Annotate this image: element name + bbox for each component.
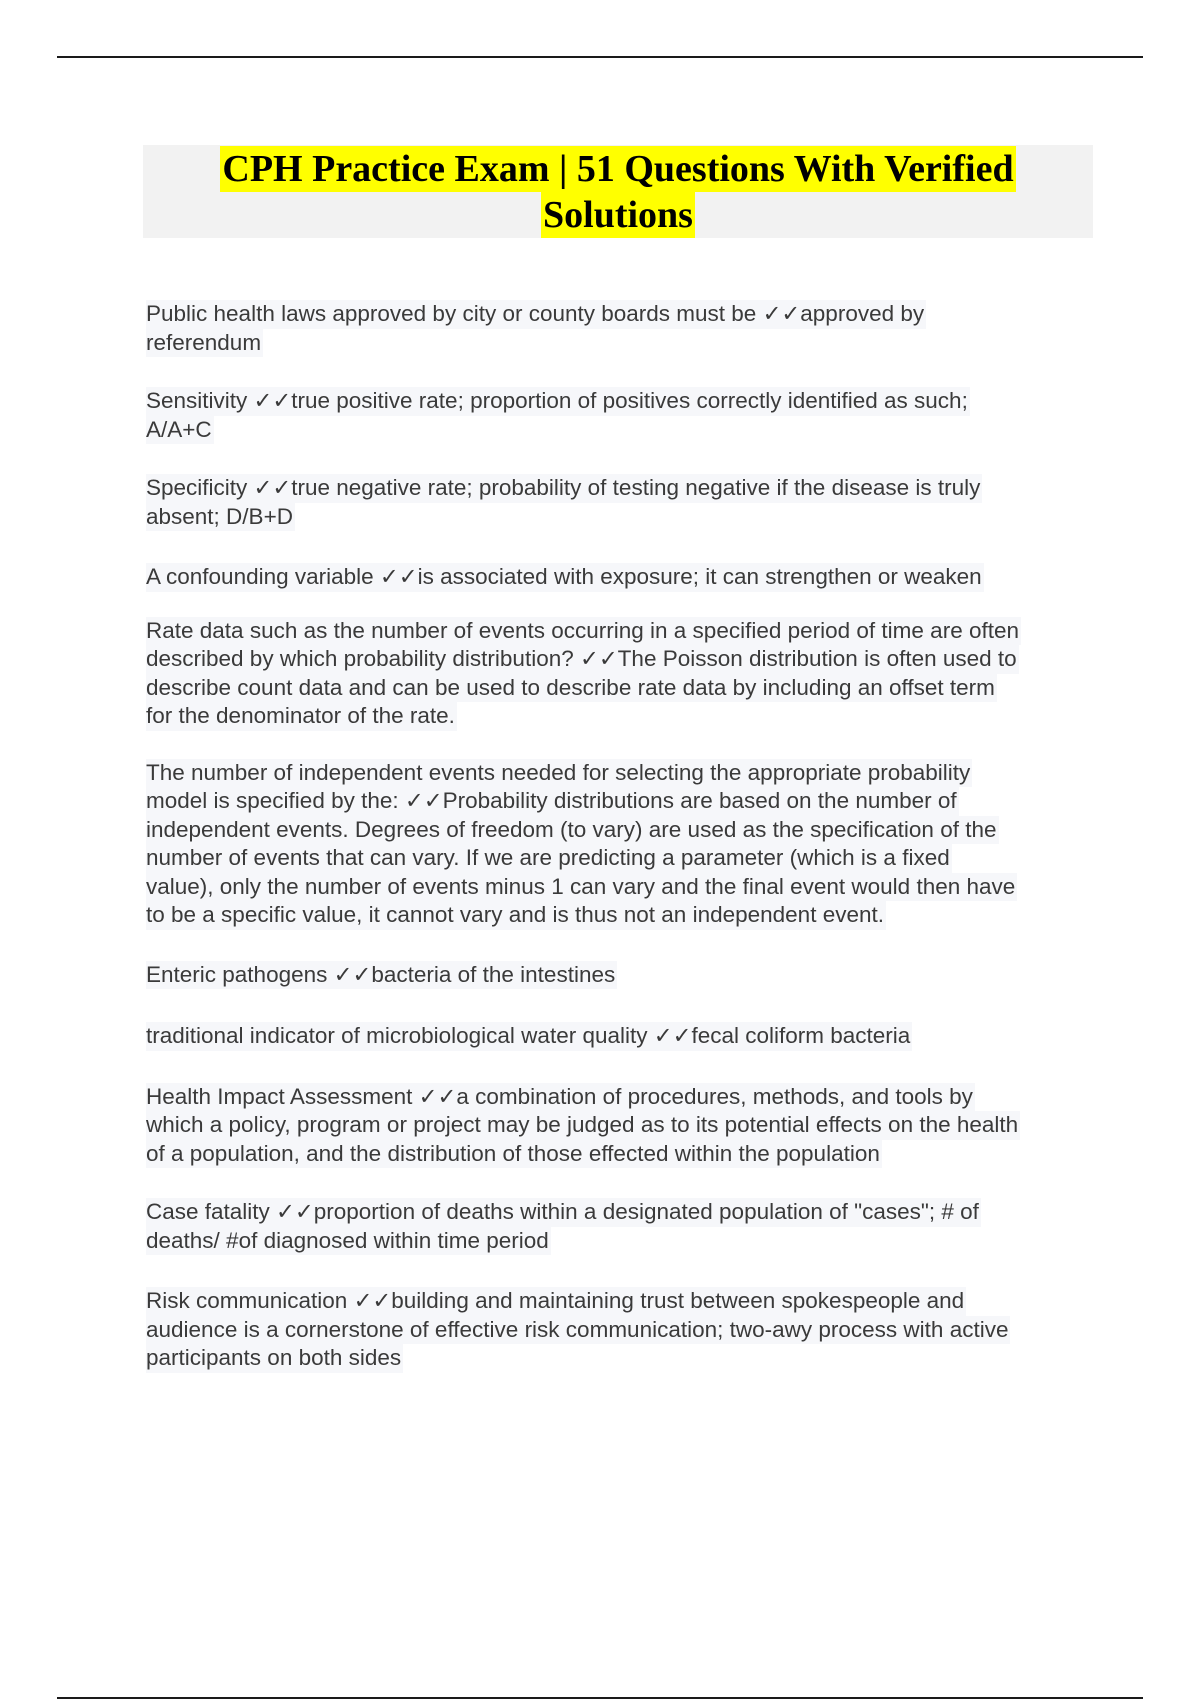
qa-line: Specificity ✓✓true negative rate; probability of testing negative if the disease is truly	[146, 474, 982, 503]
qa-item-independent-events	[146, 759, 1091, 930]
bottom-rule	[57, 1697, 1143, 1699]
qa-line: audience is a cornerstone of effective risk communication; two-awy process with active	[146, 1316, 1010, 1345]
qa-line: A confounding variable ✓✓is associated with exposure; it can strengthen or weaken	[146, 563, 984, 592]
qa-line: Enteric pathogens ✓✓bacteria of the intestines	[146, 961, 617, 990]
qa-line: participants on both sides	[146, 1344, 403, 1373]
qa-line: Case fatality ✓✓proportion of deaths within a designated population of "cases"; # of	[146, 1198, 981, 1227]
qa-line: described by which probability distribution? ✓✓The Poisson distribution is often used to	[146, 645, 1019, 674]
qa-item-specificity	[146, 474, 1091, 531]
qa-line: independent events. Degrees of freedom (to vary) are used as the specification of the	[146, 816, 999, 845]
qa-line: The number of independent events needed for selecting the appropriate probability	[146, 759, 972, 788]
qa-item-enteric-pathogens	[146, 961, 1091, 990]
qa-line: Rate data such as the number of events occurring in a specified period of time are often	[146, 617, 1021, 646]
qa-line: Health Impact Assessment ✓✓a combination of procedures, methods, and tools by	[146, 1083, 975, 1112]
qa-item-sensitivity	[146, 387, 1091, 444]
qa-line: value), only the number of events minus 1 can vary and the final event would then have	[146, 873, 1017, 902]
qa-line: traditional indicator of microbiological water quality ✓✓fecal coliform bacteria	[146, 1022, 912, 1051]
qa-line: Risk communication ✓✓building and maintaining trust between spokespeople and	[146, 1287, 966, 1316]
top-rule	[57, 56, 1143, 58]
qa-item-case-fatality	[146, 1198, 1091, 1255]
qa-line: A/A+C	[146, 416, 214, 445]
qa-line: absent; D/B+D	[146, 503, 295, 532]
title-line-2: Solutions	[543, 193, 693, 236]
qa-item-rate-data	[146, 617, 1091, 731]
qa-item-public-health-laws	[146, 300, 1091, 357]
qa-item-health-impact-assessment	[146, 1083, 1091, 1169]
qa-line: Public health laws approved by city or county boards must be ✓✓approved by	[146, 300, 926, 329]
qa-line: Sensitivity ✓✓true positive rate; proportion of positives correctly identified as such;	[146, 387, 970, 416]
qa-line: number of events that can vary. If we are predicting a parameter (which is a fixed	[146, 844, 952, 873]
qa-line: describe count data and can be used to describe rate data by including an offset term	[146, 674, 997, 703]
qa-line: of a population, and the distribution of those effected within the population	[146, 1140, 882, 1169]
qa-line: deaths/ #of diagnosed within time period	[146, 1227, 551, 1256]
qa-line: model is specified by the: ✓✓Probability distributions are based on the number of	[146, 787, 959, 816]
document-title	[143, 145, 1093, 238]
qa-line: for the denominator of the rate.	[146, 702, 457, 731]
qa-list	[146, 300, 1091, 1373]
qa-item-risk-communication	[146, 1287, 1091, 1373]
qa-item-confounding-variable	[146, 563, 1091, 592]
qa-line: to be a specific value, it cannot vary and is thus not an independent event.	[146, 901, 886, 930]
qa-line: which a policy, program or project may be judged as to its potential effects on the health	[146, 1111, 1020, 1140]
qa-line: referendum	[146, 329, 263, 358]
qa-item-water-quality	[146, 1022, 1091, 1051]
title-line-1: CPH Practice Exam | 51 Questions With Verified	[222, 147, 1014, 190]
